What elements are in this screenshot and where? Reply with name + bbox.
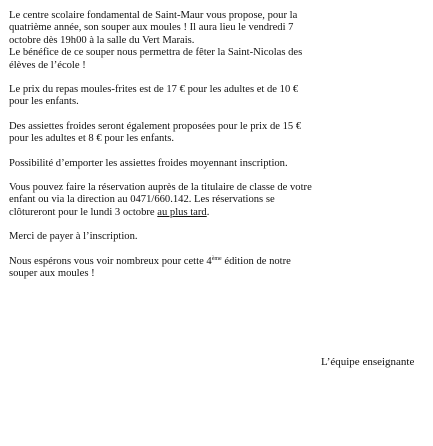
- payment-line: Merci de payer à l’inscription.: [9, 231, 138, 243]
- intro-line-3: octobre dès 19h00 à la salle du Vert Marais.: [9, 34, 195, 46]
- intro-line-2: quatrième année, son souper aux moules ! Il aura lieu le vendredi 7: [9, 22, 294, 34]
- letter-body: [9, 10, 425, 281]
- edition-superscript: ème: [211, 255, 222, 262]
- takeaway-line: Possibilité d’emporter les assiettes froides moyennant inscription.: [9, 157, 288, 169]
- cold-plates-line-2: pour les adultes et 8 € pour les enfants.: [9, 133, 175, 145]
- signature: L’équipe enseignante: [321, 356, 415, 368]
- cold-plates-line-1: Des assiettes froides seront également proposées pour le prix de 15 €: [9, 120, 302, 132]
- reservation-line-2: enfant ou via la direction au 0471/660.142. Les réservations se: [9, 194, 275, 206]
- reservation-line-3: [9, 207, 425, 219]
- reservation-line-1: Vous pouvez faire la réservation auprès de la titulaire de classe de votre: [9, 182, 312, 194]
- closing-line-1: [9, 256, 425, 268]
- reservation-text: clôtureront pour le lundi 3 octobre: [9, 206, 158, 218]
- closing-line-2: souper aux moules !: [9, 268, 95, 280]
- intro-line-4: Le bénéfice de ce souper nous permettra de fêter la Saint-Nicolas des: [9, 47, 303, 59]
- intro-line-1: Le centre scolaire fondamental de Saint-Maur vous propose, pour la: [9, 10, 298, 21]
- price-meal-line-1: Le prix du repas moules-frites est de 17 € pour les adultes et de 10 €: [9, 84, 299, 96]
- price-meal-line-2: pour les enfants.: [9, 96, 79, 108]
- reservation-period: .: [206, 206, 210, 218]
- intro-line-5: élèves de l’école !: [9, 59, 86, 71]
- reservation-deadline-emphasis: au plus tard: [157, 206, 207, 218]
- closing-text-end: édition de notre: [221, 255, 291, 267]
- closing-text-start: Nous espérons vous voir nombreux pour cette 4: [9, 255, 212, 267]
